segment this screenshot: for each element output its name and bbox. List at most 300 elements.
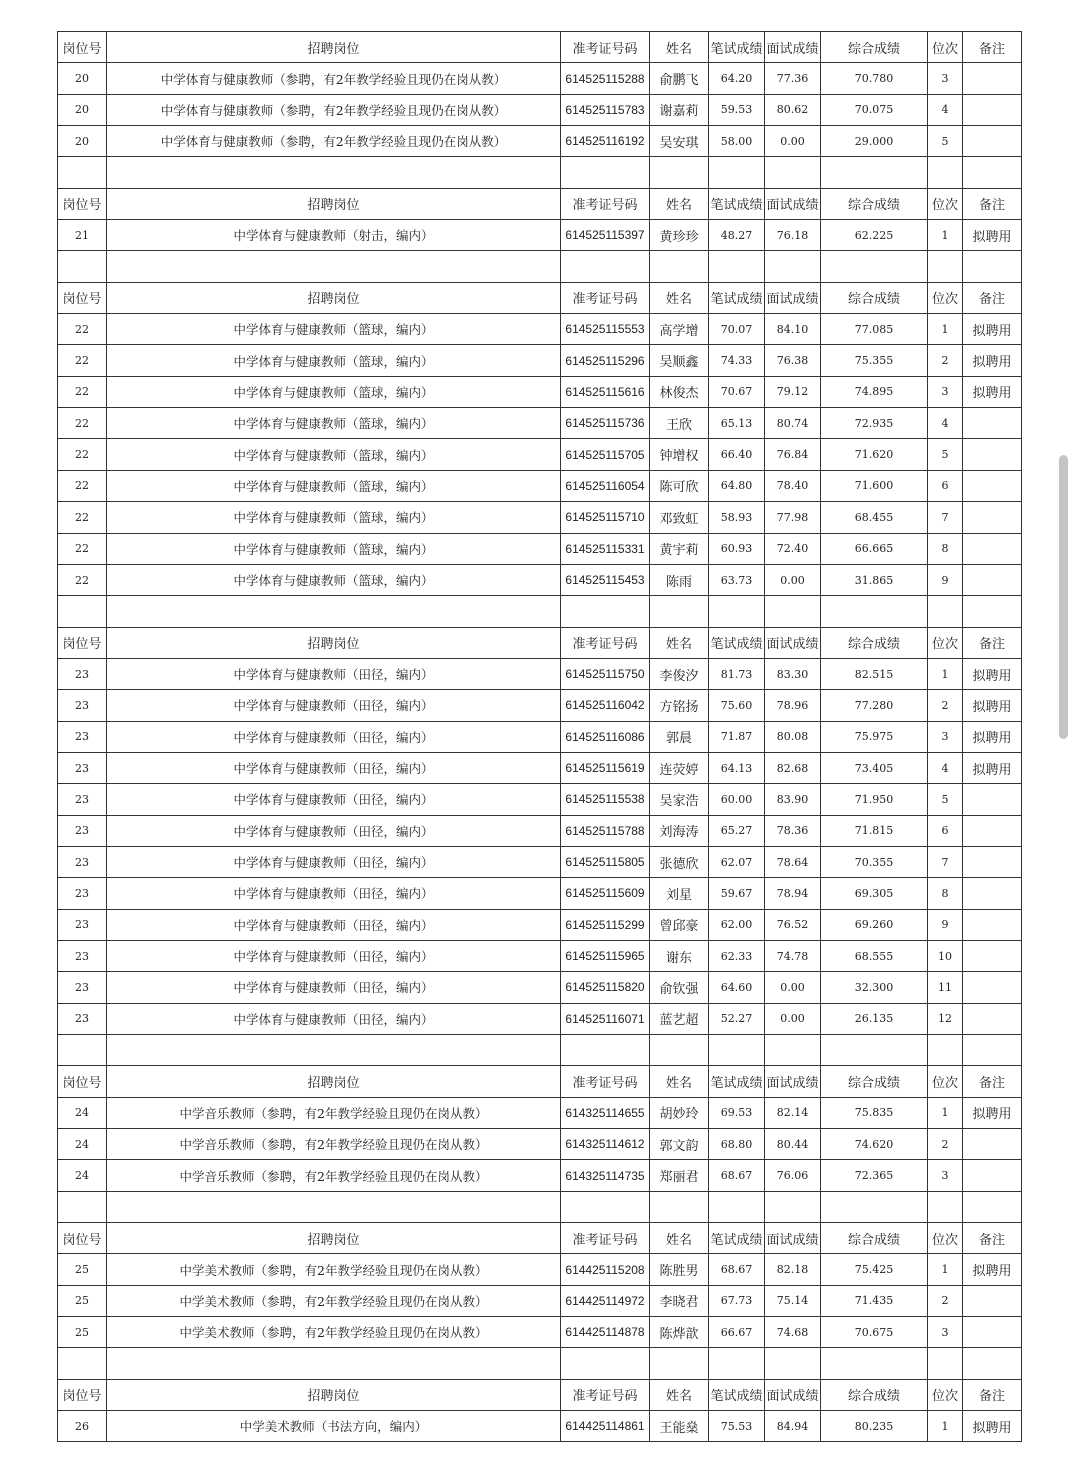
table-row	[58, 1097, 1022, 1128]
post-id-cell: 23	[58, 846, 107, 877]
post-title-cell: 中学体育与健康教师（参聘，有2年教学经验且现仍在岗从教）	[107, 126, 561, 157]
total-score-cell: 72.365	[821, 1160, 928, 1191]
post-title-cell: 中学体育与健康教师（田径，编内）	[107, 909, 561, 940]
total-score-cell: 31.865	[821, 564, 928, 595]
ticket-number-cell: 614425114878	[561, 1317, 650, 1348]
header-row	[58, 627, 1022, 658]
empty-cell	[58, 1348, 107, 1379]
rank-cell: 4	[928, 94, 963, 125]
rank-cell: 1	[928, 658, 963, 689]
table-row	[58, 502, 1022, 533]
rank-cell: 12	[928, 1003, 963, 1034]
empty-cell	[765, 157, 821, 188]
header-name: 姓名	[650, 32, 709, 63]
results-table	[57, 31, 1022, 1442]
table-row	[58, 408, 1022, 439]
interview-score-cell: 84.94	[765, 1411, 821, 1442]
note-cell: 拟聘用	[963, 345, 1022, 376]
candidate-name-cell: 王欣	[650, 408, 709, 439]
empty-cell	[963, 251, 1022, 282]
table-row	[58, 815, 1022, 846]
rank-cell: 1	[928, 1254, 963, 1285]
candidate-name-cell: 钟增权	[650, 439, 709, 470]
interview-score-cell: 0.00	[765, 972, 821, 1003]
vertical-scrollbar[interactable]	[1059, 455, 1068, 739]
ticket-number-cell: 614425114861	[561, 1411, 650, 1442]
rank-cell: 3	[928, 376, 963, 407]
note-cell	[963, 63, 1022, 94]
ticket-number-cell: 614325114655	[561, 1097, 650, 1128]
header-row	[58, 32, 1022, 63]
post-id-cell: 20	[58, 126, 107, 157]
interview-score-cell: 80.08	[765, 721, 821, 752]
empty-cell	[821, 1348, 928, 1379]
candidate-name-cell: 俞鹏飞	[650, 63, 709, 94]
empty-cell	[107, 251, 561, 282]
post-title-cell: 中学体育与健康教师（篮球，编内）	[107, 502, 561, 533]
header-ticket: 准考证号码	[561, 32, 650, 63]
empty-cell	[928, 251, 963, 282]
rank-cell: 3	[928, 63, 963, 94]
total-score-cell: 77.085	[821, 314, 928, 345]
table-row	[58, 564, 1022, 595]
post-title-cell: 中学体育与健康教师（参聘，有2年教学经验且现仍在岗从教）	[107, 63, 561, 94]
candidate-name-cell: 黄宇莉	[650, 533, 709, 564]
total-score-cell: 70.355	[821, 846, 928, 877]
header-total: 综合成绩	[821, 627, 928, 658]
table-row	[58, 1285, 1022, 1316]
table-row	[58, 1254, 1022, 1285]
header-post: 招聘岗位	[107, 282, 561, 313]
header-written: 笔试成绩	[709, 282, 765, 313]
candidate-name-cell: 刘海涛	[650, 815, 709, 846]
post-title-cell: 中学音乐教师（参聘，有2年教学经验且现仍在岗从教）	[107, 1160, 561, 1191]
header-ticket: 准考证号码	[561, 1066, 650, 1097]
candidate-name-cell: 高学增	[650, 314, 709, 345]
header-rank: 位次	[928, 1066, 963, 1097]
empty-cell	[821, 1035, 928, 1066]
candidate-name-cell: 陈雨	[650, 564, 709, 595]
header-written: 笔试成绩	[709, 188, 765, 219]
post-id-cell: 22	[58, 470, 107, 501]
interview-score-cell: 80.44	[765, 1129, 821, 1160]
written-score-cell: 64.80	[709, 470, 765, 501]
rank-cell: 5	[928, 439, 963, 470]
ticket-number-cell: 614525115299	[561, 909, 650, 940]
table-row	[58, 940, 1022, 971]
post-id-cell: 22	[58, 533, 107, 564]
candidate-name-cell: 陈可欣	[650, 470, 709, 501]
note-cell: 拟聘用	[963, 721, 1022, 752]
post-title-cell: 中学体育与健康教师（田径，编内）	[107, 972, 561, 1003]
note-cell: 拟聘用	[963, 752, 1022, 783]
empty-cell	[963, 1191, 1022, 1222]
post-title-cell: 中学体育与健康教师（田径，编内）	[107, 752, 561, 783]
spacer-row	[58, 596, 1022, 627]
note-cell: 拟聘用	[963, 376, 1022, 407]
written-score-cell: 62.00	[709, 909, 765, 940]
rank-cell: 3	[928, 1160, 963, 1191]
header-row	[58, 282, 1022, 313]
empty-cell	[561, 1035, 650, 1066]
note-cell	[963, 784, 1022, 815]
ticket-number-cell: 614525115965	[561, 940, 650, 971]
candidate-name-cell: 李俊汐	[650, 658, 709, 689]
interview-score-cell: 75.14	[765, 1285, 821, 1316]
empty-cell	[928, 1035, 963, 1066]
rank-cell: 2	[928, 345, 963, 376]
written-score-cell: 71.87	[709, 721, 765, 752]
header-interview: 面试成绩	[765, 188, 821, 219]
ticket-number-cell: 614525116086	[561, 721, 650, 752]
post-title-cell: 中学体育与健康教师（篮球，编内）	[107, 314, 561, 345]
ticket-number-cell: 614525115783	[561, 94, 650, 125]
interview-score-cell: 74.78	[765, 940, 821, 971]
note-cell: 拟聘用	[963, 314, 1022, 345]
table-row	[58, 345, 1022, 376]
header-note: 备注	[963, 1223, 1022, 1254]
ticket-number-cell: 614525115288	[561, 63, 650, 94]
interview-score-cell: 74.68	[765, 1317, 821, 1348]
total-score-cell: 62.225	[821, 220, 928, 251]
spacer-row	[58, 157, 1022, 188]
written-score-cell: 67.73	[709, 1285, 765, 1316]
total-score-cell: 26.135	[821, 1003, 928, 1034]
rank-cell: 9	[928, 564, 963, 595]
post-id-cell: 22	[58, 314, 107, 345]
header-interview: 面试成绩	[765, 282, 821, 313]
note-cell	[963, 470, 1022, 501]
post-title-cell: 中学音乐教师（参聘，有2年教学经验且现仍在岗从教）	[107, 1097, 561, 1128]
total-score-cell: 71.435	[821, 1285, 928, 1316]
rank-cell: 1	[928, 1097, 963, 1128]
total-score-cell: 71.950	[821, 784, 928, 815]
written-score-cell: 64.60	[709, 972, 765, 1003]
post-id-cell: 23	[58, 972, 107, 1003]
total-score-cell: 75.425	[821, 1254, 928, 1285]
empty-cell	[928, 596, 963, 627]
total-score-cell: 69.260	[821, 909, 928, 940]
header-name: 姓名	[650, 282, 709, 313]
table-row	[58, 470, 1022, 501]
post-title-cell: 中学美术教师（参聘，有2年教学经验且现仍在岗从教）	[107, 1285, 561, 1316]
interview-score-cell: 0.00	[765, 126, 821, 157]
empty-cell	[709, 251, 765, 282]
rank-cell: 8	[928, 533, 963, 564]
empty-cell	[107, 157, 561, 188]
header-total: 综合成绩	[821, 282, 928, 313]
rank-cell: 5	[928, 126, 963, 157]
note-cell: 拟聘用	[963, 1097, 1022, 1128]
total-score-cell: 74.620	[821, 1129, 928, 1160]
empty-cell	[963, 1348, 1022, 1379]
rank-cell: 2	[928, 690, 963, 721]
note-cell	[963, 1160, 1022, 1191]
written-score-cell: 70.07	[709, 314, 765, 345]
post-id-cell: 22	[58, 408, 107, 439]
empty-cell	[561, 157, 650, 188]
spacer-row	[58, 1348, 1022, 1379]
interview-score-cell: 83.30	[765, 658, 821, 689]
written-score-cell: 60.93	[709, 533, 765, 564]
total-score-cell: 71.815	[821, 815, 928, 846]
post-title-cell: 中学体育与健康教师（篮球，编内）	[107, 564, 561, 595]
candidate-name-cell: 谢嘉莉	[650, 94, 709, 125]
table-row	[58, 1160, 1022, 1191]
rank-cell: 3	[928, 1317, 963, 1348]
ticket-number-cell: 614525116042	[561, 690, 650, 721]
table-row	[58, 909, 1022, 940]
note-cell	[963, 1003, 1022, 1034]
interview-score-cell: 82.18	[765, 1254, 821, 1285]
post-id-cell: 24	[58, 1097, 107, 1128]
post-title-cell: 中学体育与健康教师（田径，编内）	[107, 940, 561, 971]
written-score-cell: 70.67	[709, 376, 765, 407]
interview-score-cell: 80.74	[765, 408, 821, 439]
note-cell	[963, 878, 1022, 909]
total-score-cell: 66.665	[821, 533, 928, 564]
post-id-cell: 23	[58, 721, 107, 752]
interview-score-cell: 0.00	[765, 564, 821, 595]
empty-cell	[58, 251, 107, 282]
candidate-name-cell: 方铭扬	[650, 690, 709, 721]
total-score-cell: 80.235	[821, 1411, 928, 1442]
post-id-cell: 26	[58, 1411, 107, 1442]
header-name: 姓名	[650, 1223, 709, 1254]
table-row	[58, 1317, 1022, 1348]
table-row	[58, 533, 1022, 564]
header-post: 招聘岗位	[107, 1066, 561, 1097]
interview-score-cell: 79.12	[765, 376, 821, 407]
empty-cell	[765, 1035, 821, 1066]
interview-score-cell: 77.36	[765, 63, 821, 94]
header-ticket: 准考证号码	[561, 188, 650, 219]
header-interview: 面试成绩	[765, 1066, 821, 1097]
empty-cell	[821, 596, 928, 627]
header-interview: 面试成绩	[765, 1223, 821, 1254]
written-score-cell: 65.13	[709, 408, 765, 439]
header-id: 岗位号	[58, 1223, 107, 1254]
post-id-cell: 23	[58, 658, 107, 689]
header-written: 笔试成绩	[709, 1379, 765, 1410]
note-cell	[963, 502, 1022, 533]
header-row	[58, 1066, 1022, 1097]
table-row	[58, 658, 1022, 689]
post-id-cell: 22	[58, 439, 107, 470]
empty-cell	[107, 596, 561, 627]
rank-cell: 1	[928, 220, 963, 251]
post-title-cell: 中学体育与健康教师（田径，编内）	[107, 878, 561, 909]
header-rank: 位次	[928, 1223, 963, 1254]
total-score-cell: 70.780	[821, 63, 928, 94]
table-row	[58, 784, 1022, 815]
total-score-cell: 32.300	[821, 972, 928, 1003]
spacer-row	[58, 1035, 1022, 1066]
candidate-name-cell: 俞钦强	[650, 972, 709, 1003]
post-id-cell: 20	[58, 94, 107, 125]
empty-cell	[963, 157, 1022, 188]
written-score-cell: 68.67	[709, 1160, 765, 1191]
post-id-cell: 22	[58, 376, 107, 407]
header-note: 备注	[963, 1379, 1022, 1410]
rank-cell: 6	[928, 815, 963, 846]
empty-cell	[765, 1348, 821, 1379]
header-id: 岗位号	[58, 32, 107, 63]
written-score-cell: 52.27	[709, 1003, 765, 1034]
header-name: 姓名	[650, 627, 709, 658]
empty-cell	[650, 157, 709, 188]
candidate-name-cell: 邓致虹	[650, 502, 709, 533]
post-id-cell: 22	[58, 345, 107, 376]
header-total: 综合成绩	[821, 32, 928, 63]
ticket-number-cell: 614325114735	[561, 1160, 650, 1191]
empty-cell	[709, 1035, 765, 1066]
header-post: 招聘岗位	[107, 627, 561, 658]
ticket-number-cell: 614525115805	[561, 846, 650, 877]
written-score-cell: 69.53	[709, 1097, 765, 1128]
rank-cell: 5	[928, 784, 963, 815]
ticket-number-cell: 614525115788	[561, 815, 650, 846]
interview-score-cell: 80.62	[765, 94, 821, 125]
candidate-name-cell: 陈烨歆	[650, 1317, 709, 1348]
table-row	[58, 439, 1022, 470]
table-row	[58, 63, 1022, 94]
rank-cell: 2	[928, 1285, 963, 1316]
candidate-name-cell: 吴安琪	[650, 126, 709, 157]
post-id-cell: 25	[58, 1317, 107, 1348]
empty-cell	[650, 1191, 709, 1222]
ticket-number-cell: 614525115453	[561, 564, 650, 595]
header-name: 姓名	[650, 188, 709, 219]
note-cell	[963, 972, 1022, 1003]
note-cell	[963, 846, 1022, 877]
header-note: 备注	[963, 188, 1022, 219]
rank-cell: 11	[928, 972, 963, 1003]
empty-cell	[928, 1191, 963, 1222]
empty-cell	[561, 1191, 650, 1222]
total-score-cell: 70.075	[821, 94, 928, 125]
empty-cell	[765, 1191, 821, 1222]
post-title-cell: 中学体育与健康教师（参聘，有2年教学经验且现仍在岗从教）	[107, 94, 561, 125]
post-title-cell: 中学体育与健康教师（篮球，编内）	[107, 345, 561, 376]
post-title-cell: 中学音乐教师（参聘，有2年教学经验且现仍在岗从教）	[107, 1129, 561, 1160]
ticket-number-cell: 614525115705	[561, 439, 650, 470]
post-title-cell: 中学体育与健康教师（田径，编内）	[107, 815, 561, 846]
header-post: 招聘岗位	[107, 1379, 561, 1410]
header-id: 岗位号	[58, 627, 107, 658]
note-cell	[963, 815, 1022, 846]
note-cell: 拟聘用	[963, 1411, 1022, 1442]
header-total: 综合成绩	[821, 1379, 928, 1410]
post-id-cell: 22	[58, 502, 107, 533]
note-cell	[963, 1285, 1022, 1316]
table-row	[58, 690, 1022, 721]
header-total: 综合成绩	[821, 1223, 928, 1254]
written-score-cell: 64.20	[709, 63, 765, 94]
interview-score-cell: 82.14	[765, 1097, 821, 1128]
ticket-number-cell: 614325114612	[561, 1129, 650, 1160]
header-name: 姓名	[650, 1379, 709, 1410]
post-title-cell: 中学体育与健康教师（篮球，编内）	[107, 533, 561, 564]
candidate-name-cell: 陈胜男	[650, 1254, 709, 1285]
interview-score-cell: 77.98	[765, 502, 821, 533]
interview-score-cell: 72.40	[765, 533, 821, 564]
post-title-cell: 中学体育与健康教师（田径，编内）	[107, 658, 561, 689]
post-id-cell: 23	[58, 909, 107, 940]
written-score-cell: 64.13	[709, 752, 765, 783]
empty-cell	[963, 596, 1022, 627]
header-post: 招聘岗位	[107, 1223, 561, 1254]
empty-cell	[709, 1348, 765, 1379]
ticket-number-cell: 614425114972	[561, 1285, 650, 1316]
empty-cell	[561, 251, 650, 282]
empty-cell	[765, 596, 821, 627]
written-score-cell: 66.67	[709, 1317, 765, 1348]
empty-cell	[765, 251, 821, 282]
table-row	[58, 314, 1022, 345]
header-row	[58, 1223, 1022, 1254]
total-score-cell: 72.935	[821, 408, 928, 439]
interview-score-cell: 0.00	[765, 1003, 821, 1034]
candidate-name-cell: 曾邱豪	[650, 909, 709, 940]
header-note: 备注	[963, 627, 1022, 658]
post-title-cell: 中学体育与健康教师（田径，编内）	[107, 1003, 561, 1034]
empty-cell	[650, 1035, 709, 1066]
note-cell	[963, 94, 1022, 125]
ticket-number-cell: 614525115619	[561, 752, 650, 783]
ticket-number-cell: 614525115397	[561, 220, 650, 251]
header-written: 笔试成绩	[709, 32, 765, 63]
empty-cell	[928, 1348, 963, 1379]
note-cell	[963, 408, 1022, 439]
post-title-cell: 中学体育与健康教师（篮球，编内）	[107, 408, 561, 439]
post-title-cell: 中学体育与健康教师（篮球，编内）	[107, 470, 561, 501]
ticket-number-cell: 614525115609	[561, 878, 650, 909]
ticket-number-cell: 614525115538	[561, 784, 650, 815]
note-cell	[963, 533, 1022, 564]
table-row	[58, 1411, 1022, 1442]
header-post: 招聘岗位	[107, 188, 561, 219]
empty-cell	[58, 1035, 107, 1066]
header-written: 笔试成绩	[709, 1066, 765, 1097]
post-title-cell: 中学体育与健康教师（射击，编内）	[107, 220, 561, 251]
ticket-number-cell: 614525116054	[561, 470, 650, 501]
rank-cell: 6	[928, 470, 963, 501]
rank-cell: 7	[928, 502, 963, 533]
post-id-cell: 21	[58, 220, 107, 251]
written-score-cell: 68.80	[709, 1129, 765, 1160]
note-cell: 拟聘用	[963, 1254, 1022, 1285]
candidate-name-cell: 黄珍珍	[650, 220, 709, 251]
empty-cell	[650, 251, 709, 282]
header-rank: 位次	[928, 627, 963, 658]
total-score-cell: 29.000	[821, 126, 928, 157]
ticket-number-cell: 614525115710	[561, 502, 650, 533]
rank-cell: 1	[928, 1411, 963, 1442]
header-rank: 位次	[928, 32, 963, 63]
post-id-cell: 24	[58, 1129, 107, 1160]
header-row	[58, 188, 1022, 219]
interview-score-cell: 76.52	[765, 909, 821, 940]
rank-cell: 10	[928, 940, 963, 971]
written-score-cell: 65.27	[709, 815, 765, 846]
post-title-cell: 中学美术教师（书法方向，编内）	[107, 1411, 561, 1442]
total-score-cell: 71.600	[821, 470, 928, 501]
written-score-cell: 62.33	[709, 940, 765, 971]
table-row	[58, 878, 1022, 909]
written-score-cell: 74.33	[709, 345, 765, 376]
header-note: 备注	[963, 1066, 1022, 1097]
